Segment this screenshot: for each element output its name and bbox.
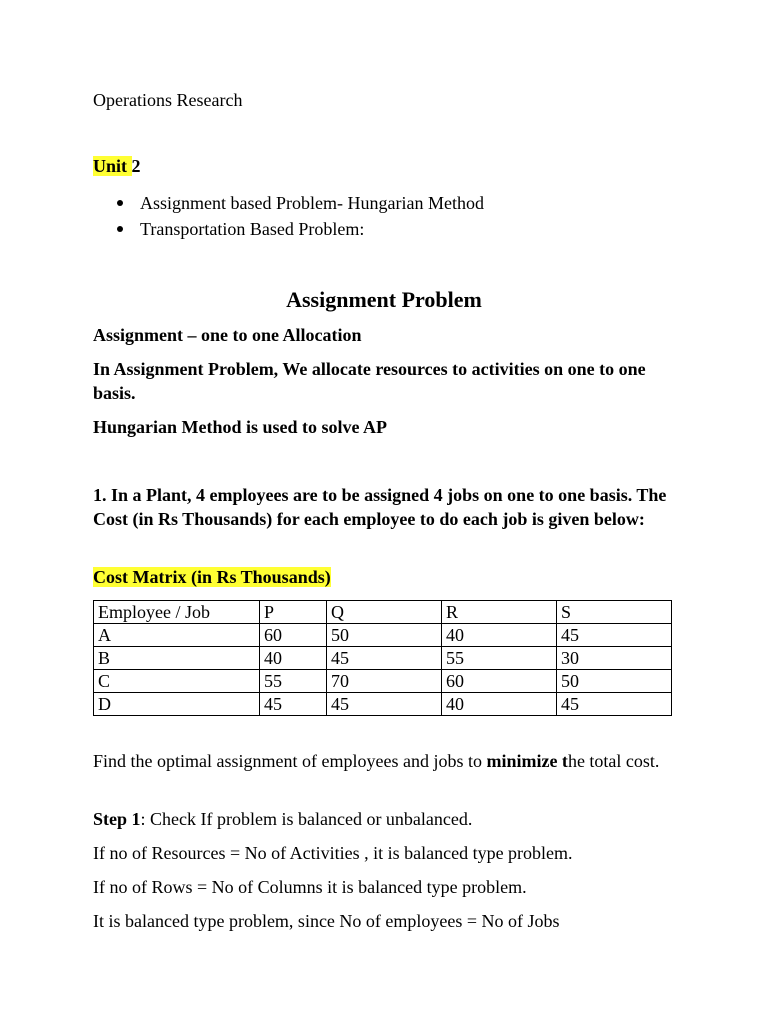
table-cell: 30 xyxy=(557,647,672,670)
bullet-icon xyxy=(117,226,123,232)
topic-list xyxy=(93,190,484,242)
header-cell: Q xyxy=(327,601,442,624)
table-cell: 40 xyxy=(260,647,327,670)
section-title: Assignment Problem xyxy=(286,287,482,312)
table-cell: 60 xyxy=(442,670,557,693)
unit-heading xyxy=(93,154,141,178)
step-label: Step 1 xyxy=(93,809,141,829)
table-cell: 45 xyxy=(327,647,442,670)
table-cell: 40 xyxy=(442,624,557,647)
table-cell: 55 xyxy=(260,670,327,693)
table-row xyxy=(94,624,672,647)
table-row xyxy=(94,670,672,693)
unit-label: Unit xyxy=(93,156,132,176)
header-cell: R xyxy=(442,601,557,624)
step-1: Step 1: Check If problem is balanced or unbalanced. xyxy=(93,809,473,829)
rule-line-3: It is balanced type problem, since No of employees = No of Jobs xyxy=(93,911,560,931)
matrix-caption: Cost Matrix (in Rs Thousands) xyxy=(93,567,331,587)
question-text: 1. In a Plant, 4 employees are to be assigned 4 jobs on one to one basis. The Cost (in Rs Thousands) for each employee to do each job is given below: xyxy=(93,485,667,529)
table-cell: 45 xyxy=(260,693,327,716)
table-cell: 70 xyxy=(327,670,442,693)
rule-line-1: If no of Resources = No of Activities , it is balanced type problem. xyxy=(93,843,573,863)
list-item: Assignment based Problem- Hungarian Method xyxy=(93,190,484,216)
rule-line-2: If no of Rows = No of Columns it is balanced type problem. xyxy=(93,877,527,897)
table-cell: C xyxy=(94,670,260,693)
intro-line-1: Assignment – one to one Allocation xyxy=(93,325,362,345)
table-cell: 50 xyxy=(557,670,672,693)
table-cell: D xyxy=(94,693,260,716)
intro-line-2: In Assignment Problem, We allocate resources to activities on one to one basis. xyxy=(93,359,646,403)
list-item: Transportation Based Problem: xyxy=(93,216,484,242)
table-cell: B xyxy=(94,647,260,670)
table-cell: A xyxy=(94,624,260,647)
table-cell: 55 xyxy=(442,647,557,670)
table-cell: 60 xyxy=(260,624,327,647)
find-statement: Find the optimal assignment of employees and jobs to minimize the total cost. xyxy=(93,751,660,771)
bullet-icon xyxy=(117,200,123,206)
intro-line-3: Hungarian Method is used to solve AP xyxy=(93,417,388,437)
table-row xyxy=(94,693,672,716)
table-cell: 40 xyxy=(442,693,557,716)
course-title: Operations Research xyxy=(93,90,243,110)
table-cell: 45 xyxy=(327,693,442,716)
cost-matrix-table xyxy=(93,600,672,716)
table-cell: 45 xyxy=(557,693,672,716)
header-cell: S xyxy=(557,601,672,624)
header-cell: P xyxy=(260,601,327,624)
table-row xyxy=(94,647,672,670)
table-header-row xyxy=(94,601,672,624)
unit-number: 2 xyxy=(131,156,141,176)
table-cell: 50 xyxy=(327,624,442,647)
table-cell: 45 xyxy=(557,624,672,647)
header-cell: Employee / Job xyxy=(94,601,260,624)
